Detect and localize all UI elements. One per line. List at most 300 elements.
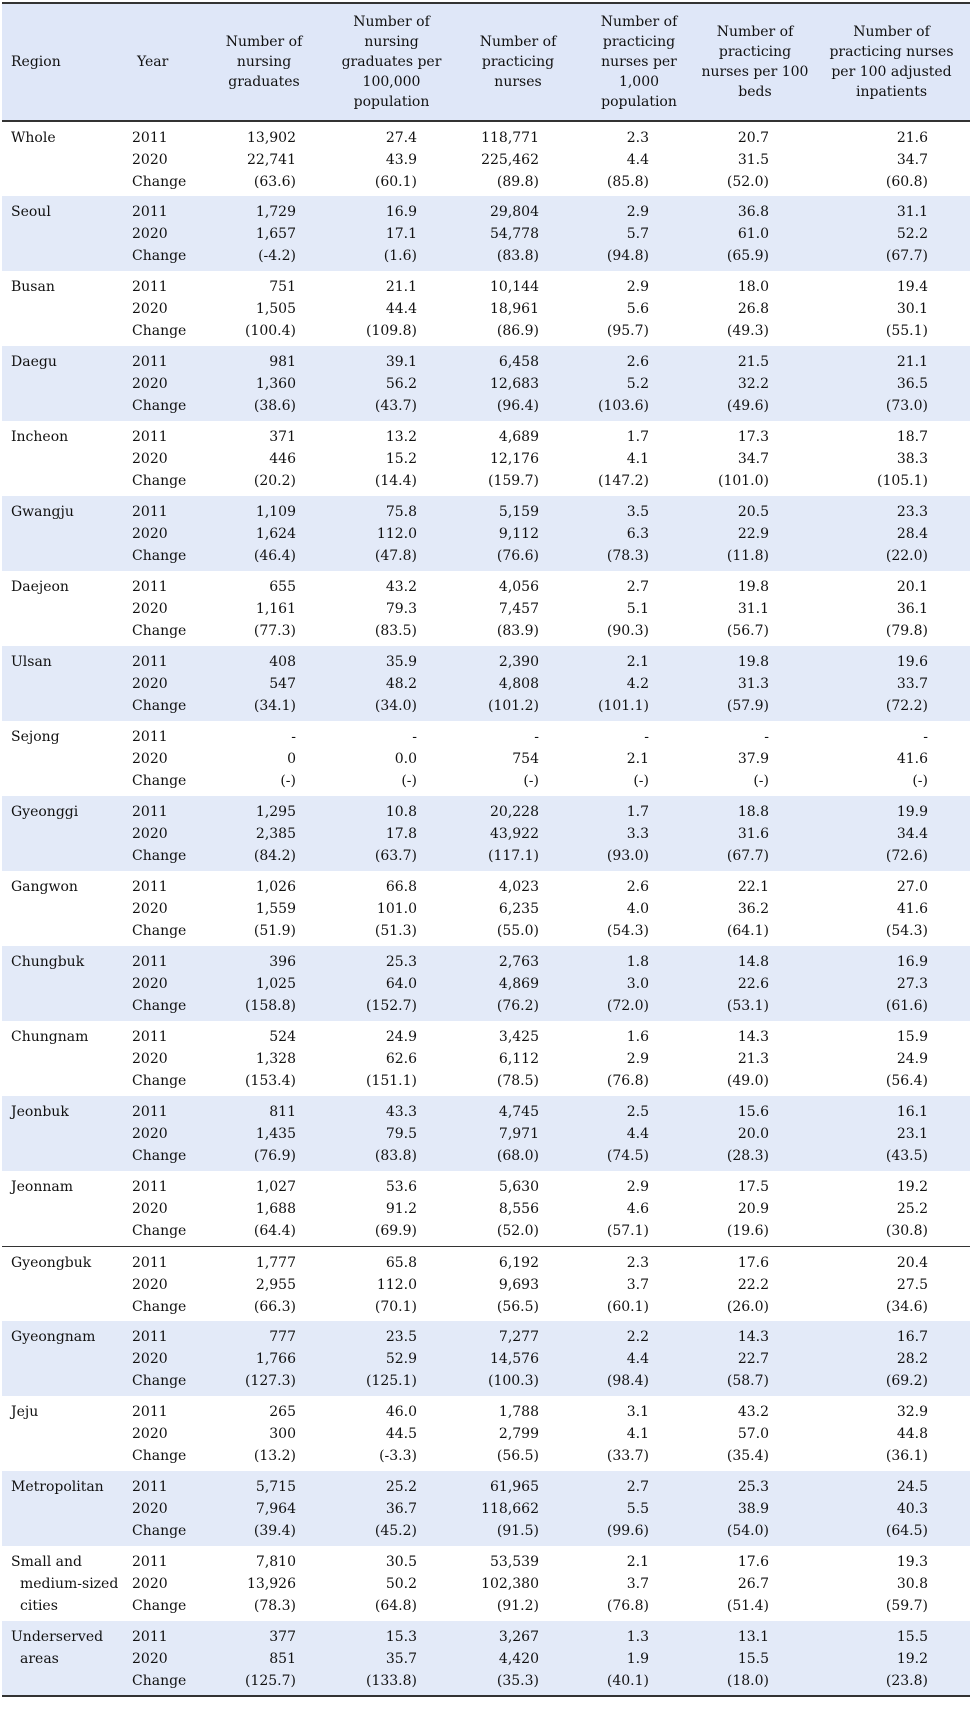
value-cell	[455, 646, 581, 721]
region-cell	[2, 571, 128, 646]
value: (45.2)	[374, 1523, 417, 1539]
value: 17.3	[737, 429, 769, 445]
table-row	[2, 196, 970, 271]
value-cell	[813, 271, 970, 346]
year-label: 2020	[132, 301, 168, 317]
year-label: 2011	[132, 354, 168, 370]
value: 46.0	[385, 1404, 417, 1420]
value-cell	[813, 1021, 970, 1096]
value-cell	[200, 1021, 328, 1096]
value: (76.8)	[606, 1073, 649, 1089]
value-cell	[328, 496, 455, 571]
value: 16.7	[896, 1329, 928, 1345]
value: 2.7	[626, 579, 649, 595]
value: 7,810	[255, 1554, 296, 1570]
value-cell	[813, 1396, 970, 1471]
value-cell	[328, 121, 455, 196]
value: 26.7	[737, 1576, 769, 1592]
value: (63.6)	[253, 174, 296, 190]
year-label: Change	[132, 1373, 187, 1389]
value-cell	[697, 1246, 813, 1321]
value: (18.0)	[726, 1673, 769, 1689]
value: (11.8)	[726, 548, 769, 564]
year-label: 2011	[132, 579, 168, 595]
table-row	[2, 1471, 970, 1546]
table-row	[2, 1171, 970, 1246]
value: 18.7	[896, 429, 928, 445]
region-label: Incheon	[11, 429, 69, 445]
value-cell	[328, 196, 455, 271]
value: 14.3	[737, 1029, 769, 1045]
value: (65.9)	[726, 248, 769, 264]
value: (99.6)	[606, 1523, 649, 1539]
year-label: Change	[132, 548, 187, 564]
value-cell	[813, 421, 970, 496]
value: 1,688	[255, 1201, 296, 1217]
value: (55.0)	[496, 923, 539, 939]
value-cell	[455, 1546, 581, 1621]
value-cell	[200, 796, 328, 871]
value: 66.8	[385, 879, 417, 895]
value: 21.5	[737, 354, 769, 370]
value: (60.1)	[374, 174, 417, 190]
value: 24.5	[896, 1479, 928, 1495]
value: 22.6	[737, 976, 769, 992]
value: (14.4)	[374, 473, 417, 489]
value: 3,425	[498, 1029, 539, 1045]
value-cell	[200, 1321, 328, 1396]
value: (26.0)	[726, 1298, 769, 1315]
value: 15.2	[385, 451, 417, 467]
value: (23.8)	[885, 1673, 928, 1689]
value-cell	[200, 1471, 328, 1546]
year-label: Change	[132, 1073, 187, 1089]
value: 91.2	[385, 1201, 417, 1217]
value: 2.6	[626, 354, 649, 370]
value: (54.3)	[885, 923, 928, 939]
value: 22.1	[737, 879, 769, 895]
value: 36.7	[385, 1501, 417, 1517]
year-label: Change	[132, 998, 187, 1014]
value: 13.2	[385, 429, 417, 445]
table-page	[2, 2, 970, 1697]
value: 3.3	[626, 826, 649, 842]
year-label: Change	[132, 1448, 187, 1464]
value: 1,729	[255, 204, 296, 220]
value: (56.5)	[496, 1298, 539, 1315]
value: 20.4	[896, 1254, 928, 1271]
value: 14.8	[737, 954, 769, 970]
value: 1,360	[255, 376, 296, 392]
value: 12,176	[490, 451, 539, 467]
value: (72.0)	[606, 998, 649, 1014]
year-label: 2020	[132, 976, 168, 992]
value: 19.3	[896, 1554, 928, 1570]
value: 4.6	[626, 1201, 649, 1217]
year-label: 2020	[132, 901, 168, 917]
value: 31.5	[737, 152, 769, 168]
value: 0	[287, 751, 296, 767]
value: 4,056	[498, 579, 539, 595]
value: 13,926	[247, 1576, 296, 1592]
value: -	[644, 729, 649, 745]
year-label: Change	[132, 1673, 187, 1689]
region-label-line: medium-sized	[20, 1576, 119, 1592]
value: 13,902	[247, 130, 296, 146]
value: 4,420	[498, 1651, 539, 1667]
value: -	[923, 729, 928, 745]
value: 35.9	[385, 654, 417, 670]
year-cell	[128, 121, 200, 196]
region-cell	[2, 346, 128, 421]
value: 31.3	[737, 676, 769, 692]
value: 52.2	[896, 226, 928, 242]
value: (43.7)	[374, 398, 417, 414]
value: (103.6)	[597, 398, 649, 414]
region-cell	[2, 646, 128, 721]
value-cell	[581, 1396, 697, 1471]
value: (56.4)	[885, 1073, 928, 1089]
value: (-)	[912, 773, 928, 789]
header-nurses-per-100-inpatients: Number of practicing nurses per 100 adjusted inpatients	[813, 3, 970, 121]
value: 20.9	[737, 1201, 769, 1217]
value: 2.1	[626, 1554, 649, 1570]
value: (100.4)	[244, 323, 296, 339]
year-cell	[128, 196, 200, 271]
value: (49.0)	[726, 1073, 769, 1089]
value: 23.5	[385, 1329, 417, 1345]
value: 21.3	[737, 1051, 769, 1067]
value: 225,462	[481, 152, 539, 168]
value: 23.1	[896, 1126, 928, 1142]
value: 4.1	[626, 451, 649, 467]
value: 1.7	[626, 804, 649, 820]
value: 5.2	[626, 376, 649, 392]
value: 10,144	[490, 279, 539, 295]
region-label: Gwangju	[11, 504, 74, 520]
value-cell	[328, 421, 455, 496]
value: 75.8	[385, 504, 417, 520]
value: 27.5	[896, 1276, 928, 1293]
value: 2.1	[626, 751, 649, 767]
value: (67.7)	[726, 848, 769, 864]
value-cell	[581, 1546, 697, 1621]
value: 39.1	[385, 354, 417, 370]
value: (98.4)	[606, 1373, 649, 1389]
value: 5,715	[255, 1479, 296, 1495]
value-cell	[581, 1171, 697, 1246]
value: 41.6	[896, 901, 928, 917]
value: 2.2	[626, 1329, 649, 1345]
value: 5.7	[626, 226, 649, 242]
value: 3,267	[498, 1629, 539, 1645]
value-cell	[200, 1546, 328, 1621]
value: 1.7	[626, 429, 649, 445]
value: (46.4)	[253, 548, 296, 564]
table-row	[2, 421, 970, 496]
region-label: Ulsan	[11, 654, 52, 670]
value-cell	[697, 946, 813, 1021]
region-cell	[2, 1246, 128, 1321]
value: 3.0	[626, 976, 649, 992]
value: 1.6	[626, 1029, 649, 1045]
value: 1,109	[255, 504, 296, 520]
value: 21.1	[896, 354, 928, 370]
table-row	[2, 571, 970, 646]
value-cell	[697, 1096, 813, 1171]
year-label: 2011	[132, 654, 168, 670]
value: 3.7	[626, 1276, 649, 1293]
value-cell	[697, 1621, 813, 1696]
value: 547	[269, 676, 296, 692]
value-cell	[200, 721, 328, 796]
value: 22.7	[737, 1351, 769, 1367]
value: 28.2	[896, 1351, 928, 1367]
value: 6.3	[626, 526, 649, 542]
year-label: 2020	[132, 1051, 168, 1067]
year-label: 2020	[132, 676, 168, 692]
value: 2.9	[626, 1051, 649, 1067]
value: 2.7	[626, 1479, 649, 1495]
value: 19.8	[737, 654, 769, 670]
value: (133.8)	[365, 1673, 417, 1689]
value-cell	[200, 871, 328, 946]
value: 851	[269, 1651, 296, 1667]
year-label: 2020	[132, 376, 168, 392]
table-row	[2, 271, 970, 346]
value: (95.7)	[606, 323, 649, 339]
value-cell	[581, 946, 697, 1021]
year-label: 2020	[132, 526, 168, 542]
year-label: Change	[132, 1223, 187, 1239]
value: (54.3)	[606, 923, 649, 939]
value: 4.4	[626, 1351, 649, 1367]
value: 754	[512, 751, 539, 767]
value: 19.9	[896, 804, 928, 820]
value: 2.9	[626, 279, 649, 295]
value: 981	[269, 354, 296, 370]
value-cell	[455, 1021, 581, 1096]
value: 2,390	[498, 654, 539, 670]
value: 1.3	[626, 1629, 649, 1645]
year-label: Change	[132, 174, 187, 190]
year-cell	[128, 1396, 200, 1471]
value-cell	[581, 1621, 697, 1696]
value: 20.7	[737, 130, 769, 146]
year-label: 2011	[132, 204, 168, 220]
value: 36.2	[737, 901, 769, 917]
region-label: Metropolitan	[11, 1479, 104, 1495]
value-cell	[813, 571, 970, 646]
region-label: Jeonbuk	[11, 1104, 69, 1120]
value: 1,295	[255, 804, 296, 820]
value: 2.9	[626, 1179, 649, 1195]
value: (34.6)	[885, 1298, 928, 1315]
value: (-)	[523, 773, 539, 789]
value: (101.2)	[487, 698, 539, 714]
year-label: 2011	[132, 1179, 168, 1195]
value: 4,689	[498, 429, 539, 445]
value-cell	[581, 1471, 697, 1546]
value: 17.5	[737, 1179, 769, 1195]
value: 4,023	[498, 879, 539, 895]
value: 20,228	[490, 804, 539, 820]
value-cell	[697, 871, 813, 946]
value: (28.3)	[726, 1148, 769, 1164]
value: (34.0)	[374, 698, 417, 714]
value: 4.2	[626, 676, 649, 692]
value: 24.9	[896, 1051, 928, 1067]
value: 18.8	[737, 804, 769, 820]
value-cell	[328, 271, 455, 346]
value: (47.8)	[374, 548, 417, 564]
value: 2,799	[498, 1426, 539, 1442]
value: 2.3	[626, 1254, 649, 1271]
year-label: 2020	[132, 1126, 168, 1142]
value: 371	[269, 429, 296, 445]
value: 32.2	[737, 376, 769, 392]
value-cell	[581, 1096, 697, 1171]
value: (19.6)	[726, 1223, 769, 1239]
year-label: Change	[132, 923, 187, 939]
value: 3.5	[626, 504, 649, 520]
value: (73.0)	[885, 398, 928, 414]
value: (57.9)	[726, 698, 769, 714]
table-row	[2, 1246, 970, 1321]
table-row	[2, 496, 970, 571]
value-cell	[200, 571, 328, 646]
value-cell	[200, 1396, 328, 1471]
value: (60.1)	[606, 1298, 649, 1315]
region-label: Whole	[11, 130, 56, 146]
value: (53.1)	[726, 998, 769, 1014]
value-cell	[697, 1321, 813, 1396]
value: 43.3	[385, 1104, 417, 1120]
year-label: 2020	[132, 1351, 168, 1367]
value: (94.8)	[606, 248, 649, 264]
value: (39.4)	[253, 1523, 296, 1539]
value: 16.9	[385, 204, 417, 220]
value: 15.6	[737, 1104, 769, 1120]
value: 41.6	[896, 751, 928, 767]
region-cell	[2, 196, 128, 271]
value-cell	[455, 1246, 581, 1321]
value: 33.7	[896, 676, 928, 692]
table-row	[2, 721, 970, 796]
value-cell	[697, 496, 813, 571]
value: 5.5	[626, 1501, 649, 1517]
year-label: 2011	[132, 279, 168, 295]
value-cell	[200, 346, 328, 421]
value-cell	[581, 871, 697, 946]
value: (57.1)	[606, 1223, 649, 1239]
value: 36.8	[737, 204, 769, 220]
value: 118,662	[481, 1501, 539, 1517]
value: (-3.3)	[379, 1448, 417, 1464]
value: 27.4	[385, 130, 417, 146]
value: 34.7	[896, 152, 928, 168]
year-cell	[128, 871, 200, 946]
value: (127.3)	[244, 1373, 296, 1389]
value: (64.1)	[726, 923, 769, 939]
value-cell	[813, 196, 970, 271]
value: 4.4	[626, 1126, 649, 1142]
table-body	[2, 121, 970, 1696]
value: (59.7)	[885, 1598, 928, 1614]
value: (54.0)	[726, 1523, 769, 1539]
value: (40.1)	[606, 1673, 649, 1689]
value: 30.8	[896, 1576, 928, 1592]
year-cell	[128, 571, 200, 646]
value: 1,328	[255, 1051, 296, 1067]
value: 15.5	[737, 1651, 769, 1667]
value: 37.9	[737, 751, 769, 767]
value: 44.8	[896, 1426, 928, 1442]
value-cell	[813, 1471, 970, 1546]
value: (52.0)	[496, 1223, 539, 1239]
value: -	[412, 729, 417, 745]
value: 64.0	[385, 976, 417, 992]
value: 6,192	[498, 1254, 539, 1271]
value-cell	[581, 1321, 697, 1396]
value: 2.1	[626, 654, 649, 670]
value: (56.7)	[726, 623, 769, 639]
value: 112.0	[376, 1276, 417, 1293]
year-label: 2020	[132, 1201, 168, 1217]
value-cell	[813, 121, 970, 196]
year-label: Change	[132, 623, 187, 639]
value: (30.8)	[885, 1223, 928, 1239]
year-label: 2011	[132, 1479, 168, 1495]
year-label: 2020	[132, 1501, 168, 1517]
value: 36.1	[896, 601, 928, 617]
value: (76.2)	[496, 998, 539, 1014]
value-cell	[813, 1171, 970, 1246]
value: 6,458	[498, 354, 539, 370]
value-cell	[328, 1471, 455, 1546]
value: 1,026	[255, 879, 296, 895]
year-cell	[128, 271, 200, 346]
value: 13.1	[737, 1629, 769, 1645]
value: 18.0	[737, 279, 769, 295]
value: (100.3)	[487, 1373, 539, 1389]
value: 35.7	[385, 1651, 417, 1667]
value-cell	[455, 1471, 581, 1546]
year-cell	[128, 1471, 200, 1546]
value-cell	[697, 721, 813, 796]
value: -	[764, 729, 769, 745]
year-label: 2020	[132, 1651, 168, 1667]
value: 1,505	[255, 301, 296, 317]
value: 15.5	[896, 1629, 928, 1645]
value: 25.3	[737, 1479, 769, 1495]
value-cell	[697, 196, 813, 271]
year-label: Change	[132, 848, 187, 864]
region-label: Jeonnam	[11, 1179, 73, 1195]
value: 1,788	[498, 1404, 539, 1420]
value: 17.6	[737, 1254, 769, 1271]
value: 40.3	[896, 1501, 928, 1517]
value: 32.9	[896, 1404, 928, 1420]
value: (158.8)	[244, 998, 296, 1014]
value: 19.8	[737, 579, 769, 595]
value-cell	[328, 1246, 455, 1321]
value: 44.5	[385, 1426, 417, 1442]
value: 777	[269, 1329, 296, 1345]
value-cell	[455, 1171, 581, 1246]
value-cell	[455, 121, 581, 196]
region-cell	[2, 1396, 128, 1471]
